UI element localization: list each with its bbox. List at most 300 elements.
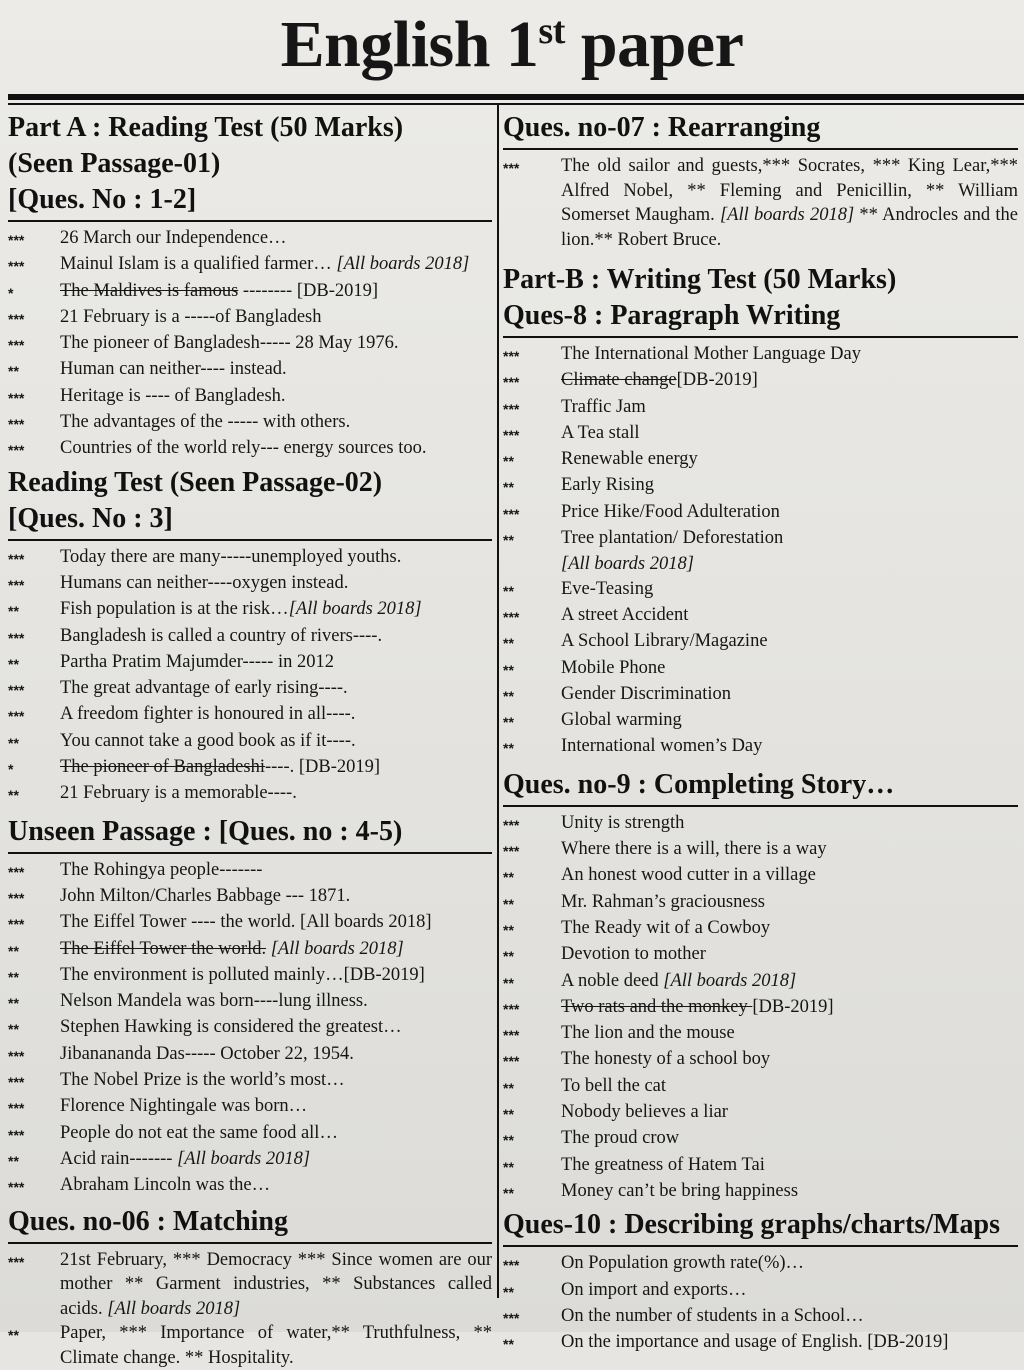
item-text	[561, 682, 1018, 706]
list-item	[503, 154, 1018, 252]
struck-text: The pioneer of Bangladeshi	[60, 757, 265, 777]
divider	[8, 220, 492, 222]
text-body: A freedom fighter is honoured in all----.	[60, 704, 355, 724]
text-body: Fish population is at the risk…	[60, 599, 289, 619]
column-divider	[497, 103, 499, 1298]
text-body: The lion and the mouse	[561, 1023, 735, 1043]
importance-stars: **	[503, 1074, 561, 1100]
struck-text: Climate change	[561, 370, 677, 390]
importance-stars: **	[8, 989, 60, 1015]
text-body: Money can’t be bring happiness	[561, 1181, 798, 1201]
item-text	[60, 781, 492, 805]
list-item	[8, 331, 492, 357]
list-item	[8, 1147, 492, 1173]
item-text	[561, 526, 1018, 550]
list-item	[503, 603, 1018, 629]
board-note: [All boards 2018]	[720, 205, 854, 225]
text-body: Human can neither---- instead.	[60, 359, 287, 379]
item-text	[60, 384, 492, 408]
list-item	[8, 1121, 492, 1147]
item-text	[561, 342, 1018, 366]
importance-stars: **	[503, 473, 561, 499]
importance-stars: ***	[8, 910, 60, 936]
list-item	[8, 357, 492, 383]
item-text	[60, 1121, 492, 1145]
list-item	[8, 545, 492, 571]
list-item	[8, 755, 492, 781]
item-text	[561, 1100, 1018, 1124]
text-body: The pioneer of Bangladesh----- 28 May 1976.	[60, 333, 399, 353]
text-continuation: ** Androcles and the lion.** Robert Bruce.	[561, 205, 1018, 250]
text-body: Paper, *** Importance of water,** Truthfulness, ** Climate change. ** Hospitality.	[60, 1323, 492, 1368]
list-item	[8, 1173, 492, 1199]
importance-stars: ***	[8, 858, 60, 884]
divider	[8, 539, 492, 541]
list-item	[503, 368, 1018, 394]
text-body: Partha Pratim Majumder----- in 2012	[60, 652, 334, 672]
importance-stars: ***	[8, 226, 60, 252]
importance-stars: **	[503, 890, 561, 916]
importance-stars: **	[503, 1126, 561, 1152]
list-item	[8, 571, 492, 597]
paragraph-writing-list	[503, 342, 1018, 761]
text-body: A noble deed	[561, 971, 663, 991]
text-body: Stephen Hawking is considered the greatest…	[60, 1017, 402, 1037]
section-heading: Reading Test (Seen Passage-02)	[8, 465, 492, 501]
board-note: [All boards 2018]	[271, 939, 404, 959]
list-item	[503, 837, 1018, 863]
text-body: Where there is a will, there is a way	[561, 839, 827, 859]
struck-text: The Maldives is famous	[60, 281, 238, 301]
item-text	[561, 552, 1018, 576]
list-item	[503, 421, 1018, 447]
text-body: 26 March our Independence…	[60, 228, 287, 248]
section-heading: Part-B : Writing Test (50 Marks)	[503, 262, 1018, 298]
list-item	[8, 597, 492, 623]
item-text	[561, 734, 1018, 758]
importance-stars: **	[503, 1278, 561, 1304]
importance-stars: ***	[8, 1173, 60, 1199]
list-item	[8, 1094, 492, 1120]
text-body: To bell the cat	[561, 1076, 666, 1096]
item-text	[561, 890, 1018, 914]
item-text	[60, 1094, 492, 1118]
list-item	[503, 942, 1018, 968]
text-body: Global warming	[561, 710, 682, 730]
item-text	[60, 410, 492, 434]
list-item	[8, 436, 492, 462]
importance-stars: **	[8, 597, 60, 623]
importance-stars: **	[503, 526, 561, 552]
list-item	[503, 682, 1018, 708]
importance-stars: ***	[503, 811, 561, 837]
list-item	[8, 252, 492, 278]
divider	[503, 336, 1018, 338]
importance-stars: ***	[8, 1094, 60, 1120]
item-text	[60, 1147, 492, 1171]
graphs-list	[503, 1251, 1018, 1356]
importance-stars: ***	[503, 837, 561, 863]
item-text	[561, 1330, 1018, 1354]
list-item	[503, 1047, 1018, 1073]
item-text	[561, 500, 1018, 524]
text-body: The honesty of a school boy	[561, 1049, 770, 1069]
item-text	[60, 1321, 492, 1370]
item-text	[60, 676, 492, 700]
text-body: [DB-2019]	[752, 997, 833, 1017]
text-body: -------- [DB-2019]	[238, 281, 378, 301]
seen-passage-1-list	[8, 226, 492, 463]
importance-stars: ***	[8, 252, 60, 278]
list-item	[503, 969, 1018, 995]
item-text	[561, 1179, 1018, 1203]
left-column	[8, 110, 492, 1370]
importance-stars: ***	[503, 1047, 561, 1073]
importance-stars: ***	[8, 571, 60, 597]
importance-stars: ***	[8, 1042, 60, 1068]
importance-stars: **	[503, 577, 561, 603]
text-body: People do not eat the same food all…	[60, 1123, 338, 1143]
text-body: The great advantage of early rising----.	[60, 678, 348, 698]
item-text	[60, 729, 492, 753]
list-item	[503, 447, 1018, 473]
item-text	[561, 1153, 1018, 1177]
text-body: The proud crow	[561, 1128, 679, 1148]
list-item	[503, 1126, 1018, 1152]
text-body: Florence Nightingale was born…	[60, 1096, 307, 1116]
text-body: Renewable energy	[561, 449, 698, 469]
importance-stars: **	[503, 629, 561, 655]
text-body: 21 February is a memorable----.	[60, 783, 297, 803]
importance-stars: ***	[503, 500, 561, 526]
importance-stars: **	[8, 729, 60, 755]
item-text	[60, 597, 492, 621]
importance-stars: **	[503, 1153, 561, 1179]
text-body: The Rohingya people-------	[60, 860, 262, 880]
item-text	[60, 963, 492, 987]
text-body: [DB-2019]	[677, 370, 758, 390]
list-item	[503, 890, 1018, 916]
importance-stars: *	[8, 279, 60, 305]
importance-stars: ***	[8, 1068, 60, 1094]
item-text	[561, 1047, 1018, 1071]
text-body: Nelson Mandela was born----lung illness.	[60, 991, 368, 1011]
list-item	[8, 702, 492, 728]
text-body: ----. [DB-2019]	[265, 757, 380, 777]
importance-stars: ***	[503, 154, 561, 180]
item-text	[60, 1173, 492, 1197]
importance-stars: **	[503, 863, 561, 889]
importance-stars: **	[503, 942, 561, 968]
rearranging-list	[503, 154, 1018, 252]
importance-stars: ***	[503, 342, 561, 368]
item-text	[561, 447, 1018, 471]
importance-stars: **	[503, 682, 561, 708]
list-item	[503, 863, 1018, 889]
list-item	[503, 1100, 1018, 1126]
item-text	[561, 969, 1018, 993]
list-item	[8, 781, 492, 807]
importance-stars: ***	[503, 421, 561, 447]
text-body: 21st February, *** Democracy *** Since women are our mother ** Garment industries, ** Substances called acids.	[60, 1250, 492, 1319]
item-text	[60, 910, 492, 934]
divider	[503, 148, 1018, 150]
text-body: On the importance and usage of English. [DB-2019]	[561, 1332, 948, 1352]
text-body: Mobile Phone	[561, 658, 665, 678]
list-item	[8, 729, 492, 755]
section-heading: Ques. no-9 : Completing Story…	[503, 767, 1018, 803]
item-text	[60, 1015, 492, 1039]
top-rule-thin	[8, 103, 1024, 105]
importance-stars: ***	[503, 368, 561, 394]
section-subheading: Ques-8 : Paragraph Writing	[503, 298, 1018, 334]
importance-stars: ***	[8, 676, 60, 702]
item-text	[561, 473, 1018, 497]
importance-stars: **	[503, 916, 561, 942]
list-item	[503, 656, 1018, 682]
item-text	[561, 629, 1018, 653]
text-body: Heritage is ---- of Bangladesh.	[60, 386, 286, 406]
importance-stars: ***	[8, 545, 60, 571]
list-item	[8, 676, 492, 702]
item-text	[561, 421, 1018, 445]
importance-stars: ***	[503, 1304, 561, 1330]
importance-stars: **	[8, 963, 60, 989]
text-body: On import and exports…	[561, 1280, 747, 1300]
text-body: Today there are many-----unemployed youths.	[60, 547, 401, 567]
list-item	[503, 342, 1018, 368]
section-heading: Ques. no-07 : Rearranging	[503, 110, 1018, 146]
list-item	[8, 963, 492, 989]
list-item	[8, 884, 492, 910]
text-body: The International Mother Language Day	[561, 344, 861, 364]
importance-stars: **	[503, 447, 561, 473]
text-body: The Nobel Prize is the world’s most…	[60, 1070, 345, 1090]
text-body: Jibanananda Das----- October 22, 1954.	[60, 1044, 354, 1064]
importance-stars: ***	[503, 1251, 561, 1277]
text-body: Abraham Lincoln was the…	[60, 1175, 270, 1195]
list-item	[8, 226, 492, 252]
text-body: Devotion to mother	[561, 944, 706, 964]
item-text	[561, 368, 1018, 392]
divider	[503, 1245, 1018, 1247]
importance-stars: **	[8, 781, 60, 807]
item-text	[60, 305, 492, 329]
text-body: On Population growth rate(%)…	[561, 1253, 804, 1273]
item-text	[60, 357, 492, 381]
item-text	[60, 436, 492, 460]
item-text	[561, 1304, 1018, 1328]
list-item	[8, 937, 492, 963]
list-item	[8, 650, 492, 676]
item-text	[561, 603, 1018, 627]
text-body: Acid rain-------	[60, 1149, 177, 1169]
unseen-passage-list	[8, 858, 492, 1200]
item-text	[60, 650, 492, 674]
list-item	[8, 858, 492, 884]
item-text	[561, 995, 1018, 1019]
item-text	[561, 916, 1018, 940]
list-item	[8, 384, 492, 410]
importance-stars: ***	[8, 384, 60, 410]
importance-stars: ***	[8, 1248, 60, 1274]
importance-stars	[503, 552, 561, 554]
importance-stars: **	[8, 1321, 60, 1347]
item-text	[60, 937, 492, 961]
list-item	[8, 1042, 492, 1068]
item-text	[60, 545, 492, 569]
text-body: Early Rising	[561, 475, 654, 495]
item-text	[60, 279, 492, 303]
text-body: International women’s Day	[561, 736, 762, 756]
importance-stars: **	[503, 656, 561, 682]
importance-stars: **	[8, 937, 60, 963]
struck-text: The Eiffel Tower the world.	[60, 939, 266, 959]
list-item	[503, 1153, 1018, 1179]
text-body: Countries of the world rely--- energy sources too.	[60, 438, 426, 458]
list-item	[8, 624, 492, 650]
item-text	[60, 331, 492, 355]
importance-stars: **	[8, 357, 60, 383]
section-heading: Part A : Reading Test (50 Marks)	[8, 110, 492, 146]
list-item	[503, 708, 1018, 734]
list-item	[503, 1179, 1018, 1205]
section-heading: Ques-10 : Describing graphs/charts/Maps	[503, 1207, 1018, 1243]
list-item	[503, 526, 1018, 552]
importance-stars: ***	[503, 395, 561, 421]
text-body: A street Accident	[561, 605, 688, 625]
item-text	[561, 811, 1018, 835]
importance-stars: *	[8, 755, 60, 781]
text-body: Mr. Rahman’s graciousness	[561, 892, 765, 912]
text-body: John Milton/Charles Babbage --- 1871.	[60, 886, 350, 906]
importance-stars: **	[503, 708, 561, 734]
importance-stars: **	[8, 1147, 60, 1173]
text-body: The Ready wit of a Cowboy	[561, 918, 770, 938]
importance-stars: ***	[8, 702, 60, 728]
item-text	[561, 1126, 1018, 1150]
top-rule	[8, 94, 1024, 100]
importance-stars: **	[8, 650, 60, 676]
item-text	[561, 942, 1018, 966]
importance-stars: **	[503, 734, 561, 760]
list-item	[503, 916, 1018, 942]
importance-stars: **	[503, 969, 561, 995]
list-item	[8, 1068, 492, 1094]
text-body: Nobody believes a liar	[561, 1102, 728, 1122]
list-item	[503, 395, 1018, 421]
text-body: An honest wood cutter in a village	[561, 865, 816, 885]
item-text	[561, 656, 1018, 680]
importance-stars: **	[8, 1015, 60, 1041]
list-item	[8, 410, 492, 436]
item-text	[60, 571, 492, 595]
item-text	[60, 1068, 492, 1092]
item-text	[60, 226, 492, 250]
list-item	[8, 1321, 492, 1370]
list-item	[8, 279, 492, 305]
text-body: Humans can neither----oxygen instead.	[60, 573, 348, 593]
seen-passage-2-list	[8, 545, 492, 808]
importance-stars: ***	[8, 331, 60, 357]
list-item	[8, 910, 492, 936]
item-text	[60, 624, 492, 648]
item-text	[60, 858, 492, 882]
text-body: Unity is strength	[561, 813, 684, 833]
matching-list	[8, 1248, 492, 1370]
item-text	[60, 1248, 492, 1322]
list-item	[503, 552, 1018, 576]
list-item	[503, 734, 1018, 760]
importance-stars: **	[503, 1100, 561, 1126]
text-body: The advantages of the ----- with others.	[60, 412, 350, 432]
item-text	[561, 1278, 1018, 1302]
list-item	[503, 1021, 1018, 1047]
text-body: Gender Discrimination	[561, 684, 731, 704]
importance-stars: ***	[503, 603, 561, 629]
divider	[503, 805, 1018, 807]
text-body: The environment is polluted mainly…[DB-2019]	[60, 965, 425, 985]
item-text	[60, 755, 492, 779]
list-item	[503, 1304, 1018, 1330]
importance-stars: ***	[8, 410, 60, 436]
list-item	[8, 1015, 492, 1041]
text-body: Mainul Islam is a qualified farmer…	[60, 254, 336, 274]
list-item	[8, 989, 492, 1015]
item-text	[561, 1074, 1018, 1098]
divider	[8, 1242, 492, 1244]
text-body: Price Hike/Food Adulteration	[561, 502, 780, 522]
text-body: The greatness of Hatem Tai	[561, 1155, 765, 1175]
board-note: [All boards 2018]	[561, 554, 694, 574]
text-body: Bangladesh is called a country of rivers----.	[60, 626, 382, 646]
list-item	[503, 1330, 1018, 1356]
item-text	[60, 702, 492, 726]
list-item	[503, 629, 1018, 655]
list-item	[503, 811, 1018, 837]
board-note: [All boards 2018]	[289, 599, 422, 619]
section-subheading: [Ques. No : 3]	[8, 501, 492, 537]
text-body: You cannot take a good book as if it----.	[60, 731, 356, 751]
item-text	[60, 989, 492, 1013]
text-body: On the number of students in a School…	[561, 1306, 864, 1326]
text-body: 21 February is a -----of Bangladesh	[60, 307, 321, 327]
importance-stars: ***	[8, 1121, 60, 1147]
importance-stars: ***	[8, 305, 60, 331]
importance-stars: **	[503, 1330, 561, 1356]
importance-stars: ***	[8, 624, 60, 650]
list-item	[503, 1251, 1018, 1277]
list-item	[503, 995, 1018, 1021]
item-text	[561, 837, 1018, 861]
text-body: The old sailor and guests,*** Socrates, *** King Lear,*** Alfred Nobel, ** Fleming and Penicillin, ** William Somerset Maugham.	[561, 156, 1018, 225]
item-text	[561, 395, 1018, 419]
list-item	[503, 577, 1018, 603]
section-subheading: (Seen Passage-01)	[8, 146, 492, 182]
section-heading: Unseen Passage : [Ques. no : 4-5)	[8, 814, 492, 850]
importance-stars: ***	[503, 995, 561, 1021]
text-body: A School Library/Magazine	[561, 631, 768, 651]
completing-story-list	[503, 811, 1018, 1205]
struck-text: Two rats and the monkey	[561, 997, 752, 1017]
text-body: The Eiffel Tower ---- the world. [All boards 2018]	[60, 912, 432, 932]
list-item	[8, 305, 492, 331]
board-note: [All boards 2018]	[177, 1149, 310, 1169]
importance-stars: ***	[8, 884, 60, 910]
item-text	[561, 577, 1018, 601]
item-text	[561, 154, 1018, 252]
list-item	[8, 1248, 492, 1322]
